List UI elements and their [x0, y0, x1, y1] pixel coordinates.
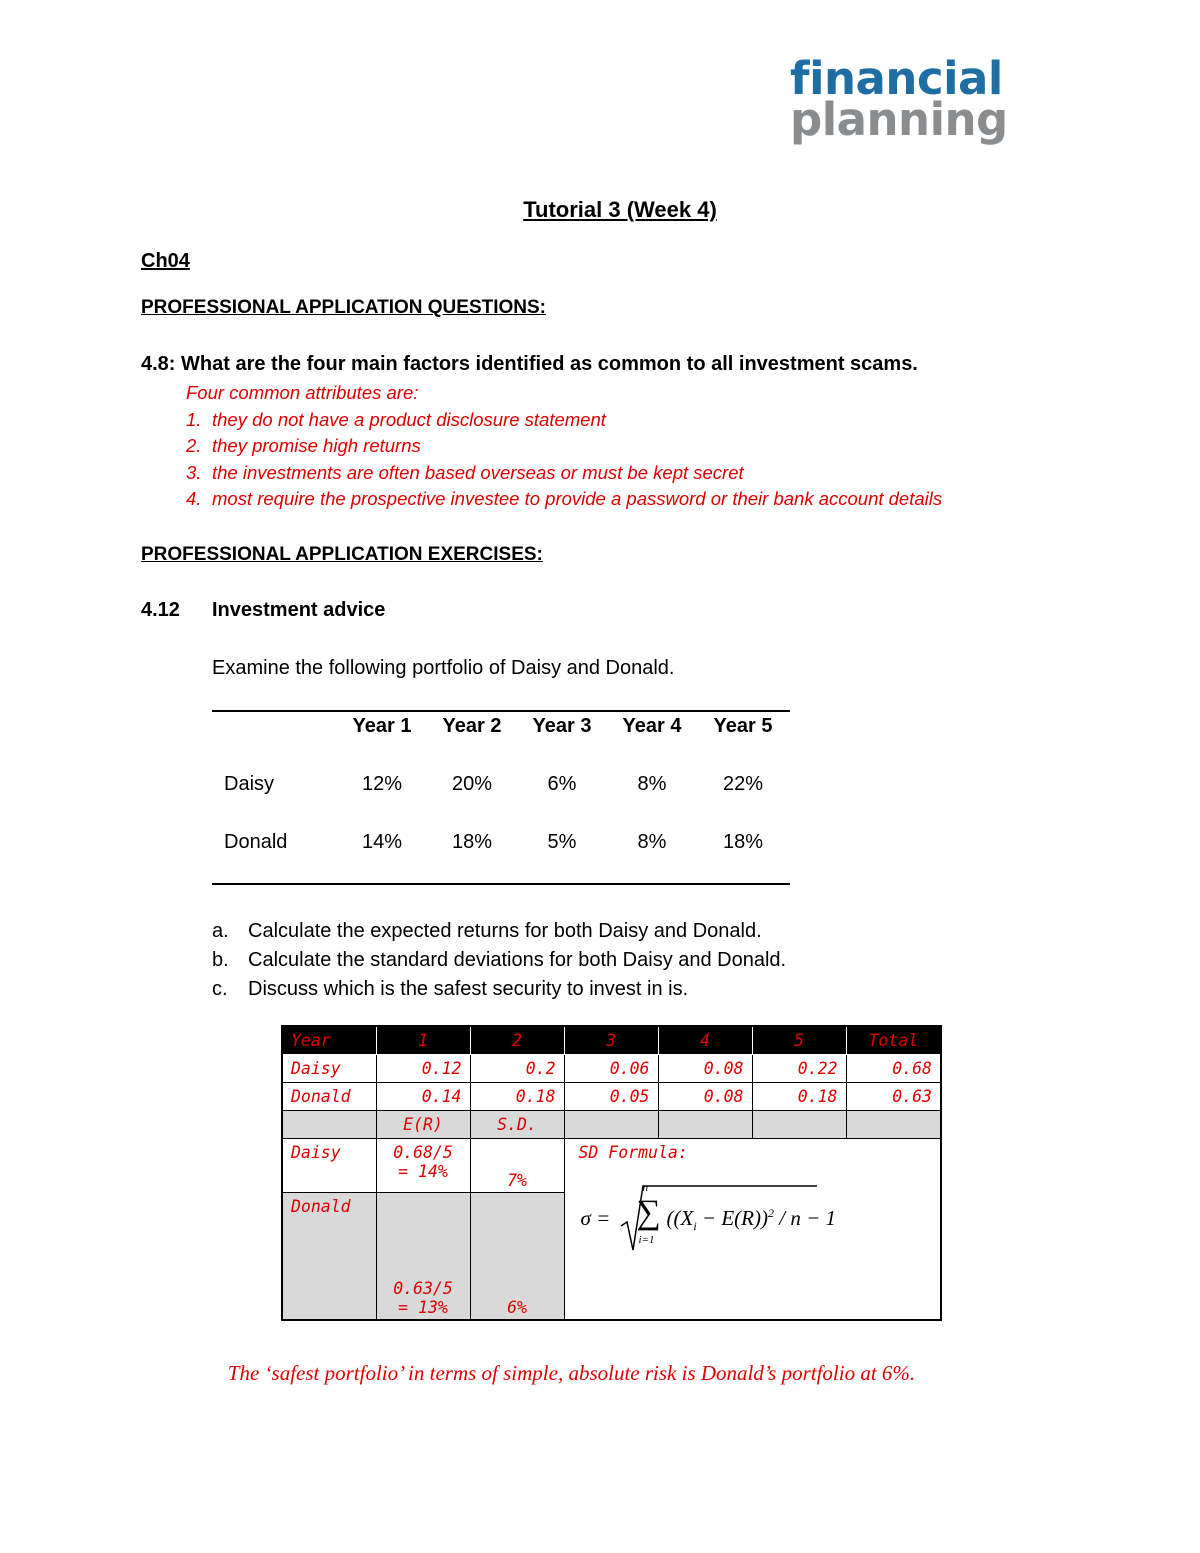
table-cell: 6% — [547, 773, 577, 795]
question-text: What are the four main factors identified as common to all investment scams. — [181, 353, 918, 375]
table-cell: 5% — [547, 831, 577, 853]
table-cell: 0.18 — [752, 1082, 846, 1110]
sd-label: S.D. — [470, 1110, 564, 1138]
empty-cell — [752, 1110, 846, 1138]
sub-question-list — [212, 917, 786, 1004]
table-cell: 0.18 — [470, 1082, 564, 1110]
formula-lhs: σ = — [580, 1205, 611, 1230]
list-item: 1. they do not have a product disclosure statement — [186, 408, 606, 430]
table-bottom-rule — [212, 883, 790, 885]
table-cell: 0.08 — [658, 1082, 752, 1110]
table-cell: 0.05 — [564, 1082, 658, 1110]
sd-formula — [579, 1180, 927, 1260]
question-number: 4.8: — [141, 353, 176, 375]
table-cell: 8% — [637, 831, 667, 853]
list-item: a. Calculate the expected returns for both Daisy and Donald. — [212, 920, 762, 942]
conclusion-text: The ‘safest portfolio’ in terms of simple, absolute risk is Donald’s portfolio at 6%. — [227, 1361, 916, 1385]
header-year-1: Year 1 — [352, 715, 412, 737]
row-name: Donald — [282, 1192, 376, 1320]
header-year-3: Year 3 — [532, 715, 592, 737]
table-top-rule — [212, 710, 790, 712]
total-cell: 0.68 — [846, 1054, 941, 1082]
grid-header-cell: 5 — [752, 1026, 846, 1054]
header-year-5: Year 5 — [713, 715, 773, 737]
grid-header-cell: 3 — [564, 1026, 658, 1054]
table-cell: 18% — [722, 831, 764, 853]
table-cell: 0.08 — [658, 1054, 752, 1082]
er-label: E(R) — [376, 1110, 470, 1138]
daisy-sd-cell: 7% — [470, 1138, 564, 1192]
list-item: 4. most require the prospective investee to provide a password or their bank account details — [186, 488, 943, 509]
exercise-title: Investment advice — [212, 599, 386, 621]
exercise-number: 4.12 — [141, 599, 180, 621]
donald-er-result: = 13% — [398, 1298, 448, 1317]
financial-planning-logo — [790, 52, 1050, 147]
table-cell: 20% — [451, 773, 493, 795]
table-row — [282, 1110, 941, 1138]
row-name: Daisy — [282, 1054, 376, 1082]
empty-cell — [658, 1110, 752, 1138]
row-name: Daisy — [282, 1138, 376, 1192]
row-name: Daisy — [224, 773, 275, 795]
table-cell: 0.14 — [376, 1082, 470, 1110]
logo-line-planning: planning — [790, 93, 1008, 147]
table-cell: 14% — [361, 831, 403, 853]
donald-sd-cell: 6% — [470, 1192, 564, 1320]
sum-upper-limit: n — [642, 1181, 648, 1194]
page-title: Tutorial 3 (Week 4) — [523, 197, 717, 222]
empty-cell — [564, 1110, 658, 1138]
daisy-er-cell — [376, 1138, 470, 1192]
total-cell: 0.63 — [846, 1082, 941, 1110]
table-cell: 8% — [637, 773, 667, 795]
table-row — [282, 1054, 941, 1082]
exercise-4-12 — [141, 599, 385, 622]
answer-list — [186, 380, 942, 513]
table-cell: 0.2 — [470, 1054, 564, 1082]
answer-intro: Four common attributes are: — [186, 382, 419, 403]
daisy-er-result: = 14% — [398, 1161, 448, 1181]
donald-er-cell — [376, 1192, 470, 1320]
table-cell: 0.22 — [752, 1054, 846, 1082]
grid-header-cell: 1 — [376, 1026, 470, 1054]
exercise-intro: Examine the following portfolio of Daisy and Donald. — [212, 657, 675, 679]
grid-header-cell: 4 — [658, 1026, 752, 1054]
sd-formula-label: SD Formula: — [578, 1142, 688, 1162]
table-cell: 0.06 — [564, 1054, 658, 1082]
grid-header-cell: Total — [846, 1026, 941, 1054]
row-name: Donald — [224, 831, 288, 853]
table-cell: 18% — [451, 831, 493, 853]
empty-cell — [846, 1110, 941, 1138]
empty-cell — [282, 1110, 376, 1138]
donald-er-calc: 0.63/5 — [393, 1279, 453, 1298]
sd-formula-cell — [564, 1138, 941, 1320]
grid-header-cell: Year — [282, 1026, 376, 1054]
table-cell: 0.12 — [376, 1054, 470, 1082]
header-year-2: Year 2 — [442, 715, 502, 737]
answer-grid — [281, 1025, 942, 1321]
sum-lower-limit: i=1 — [638, 1233, 655, 1246]
grid-header-row — [282, 1026, 941, 1054]
row-name: Donald — [282, 1082, 376, 1110]
section-exercises-heading: PROFESSIONAL APPLICATION EXERCISES: — [141, 544, 543, 565]
table-cell: 22% — [722, 773, 764, 795]
daisy-er-calc: 0.68/5 — [393, 1142, 453, 1162]
table-cell: 12% — [361, 773, 403, 795]
formula-body: ($(X_i - E(R))^2 / n - 1$ — [666, 1205, 836, 1233]
table-row — [282, 1082, 941, 1110]
grid-header-cell: 2 — [470, 1026, 564, 1054]
section-questions-heading: PROFESSIONAL APPLICATION QUESTIONS: — [141, 297, 547, 318]
list-item: c. Discuss which is the safest security to invest in is. — [212, 978, 689, 1000]
table-row — [282, 1138, 941, 1192]
logo-line-financial: financial — [790, 52, 1003, 105]
list-item: 2. they promise high returns — [186, 435, 421, 456]
chapter-label: Ch04 — [141, 250, 190, 272]
list-item: 3. the investments are often based overseas or must be kept secret — [186, 461, 744, 483]
question-4-8 — [141, 353, 918, 376]
header-year-4: Year 4 — [622, 715, 682, 737]
list-item: b. Calculate the standard deviations for both Daisy and Donald. — [212, 949, 787, 971]
sigma-icon: ∑ — [636, 1193, 661, 1231]
